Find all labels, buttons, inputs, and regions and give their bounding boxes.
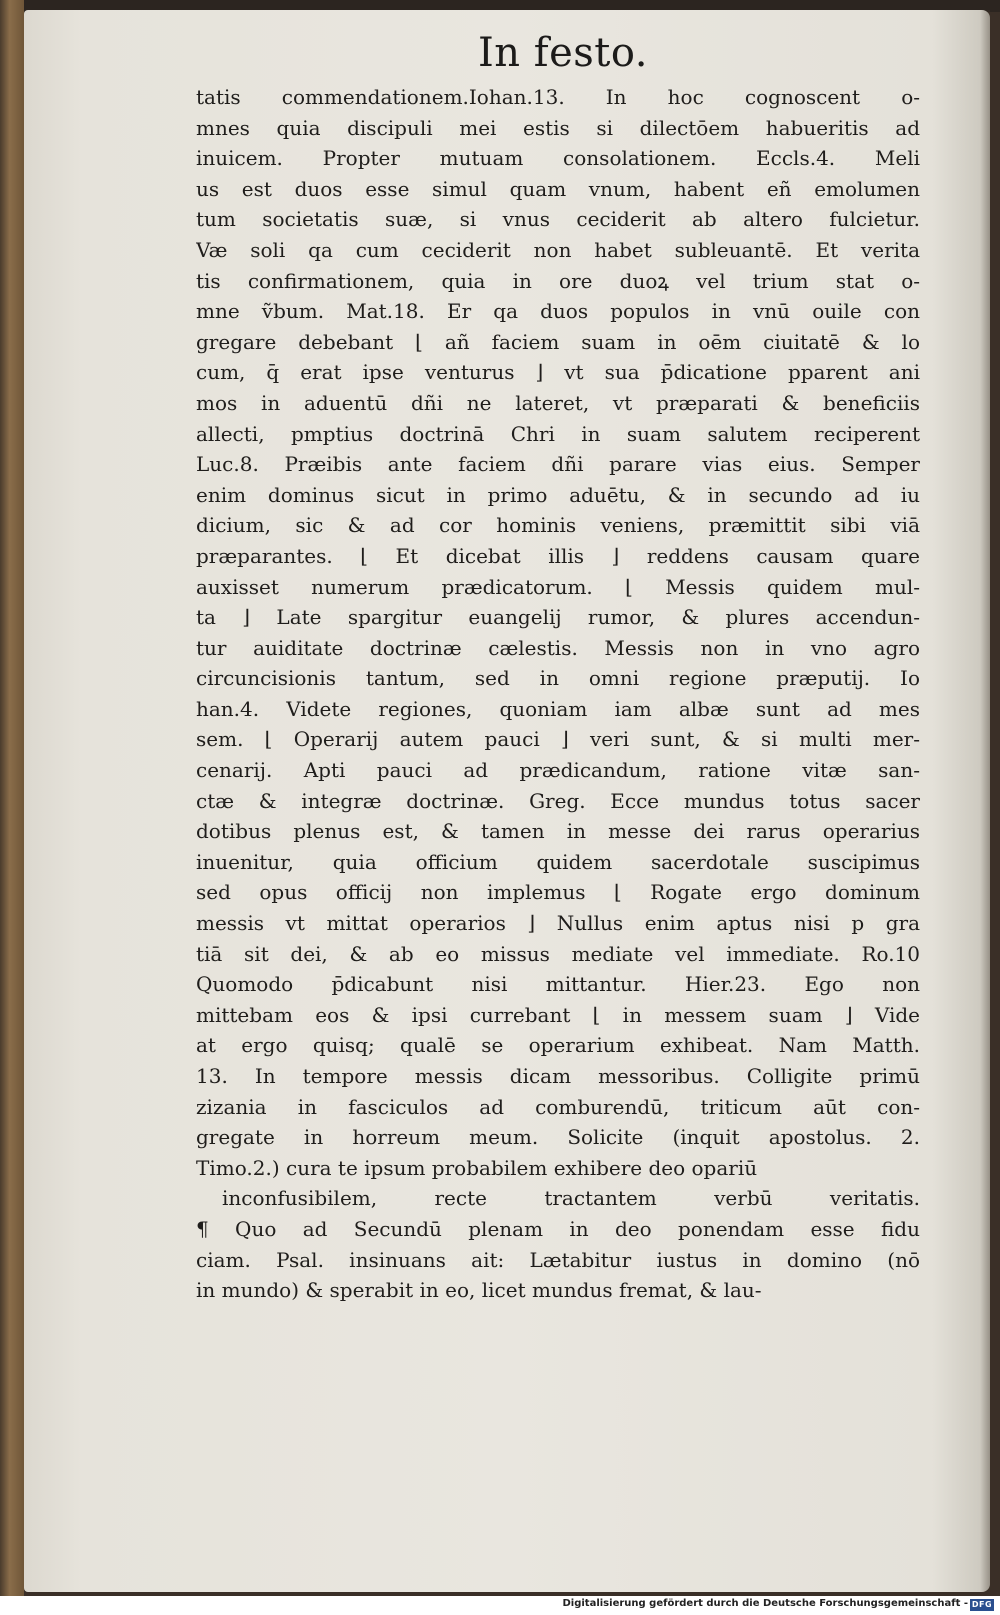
text-line: sem. ⌊ Operarij autem pauci ⌋ veri sunt, & si multi mer- [196, 727, 920, 752]
text-line: mnes quia discipuli mei estis si dilectōem habueritis ad [196, 115, 920, 140]
text-line: inuicem. Propter mutuam consolationem. Eccls.4. Meli [196, 146, 920, 171]
text-line: mne ṽbum. Mat.18. Er qa duos populos in vnū ouile con [196, 299, 920, 324]
text-line: tiā sit dei, & ab eo missus mediate vel immediate. Ro.10 [196, 941, 920, 966]
text-line: enim dominus sicut in primo aduētu, & in secundo ad iu [196, 482, 920, 507]
text-line: allecti, pmptius doctrinā Chri in suam salutem reciperent [196, 421, 920, 446]
text-line: dicium, sic & ad cor hominis veniens, præmittit sibi viā [196, 513, 920, 538]
text-line: mittebam eos & ipsi currebant ⌊ in messem suam ⌋ Vide [196, 1002, 920, 1027]
text-line: cenarij. Apti pauci ad prædicandum, ratione vitæ san- [196, 758, 920, 783]
text-line: Luc.8. Præibis ante faciem dñi parare vias eius. Semper [196, 452, 920, 477]
text-line: Quomodo p̄dicabunt nisi mittantur. Hier.23. Ego non [196, 972, 920, 997]
binding-left-board [0, 0, 24, 1596]
text-line: mos in aduentū dñi ne lateret, vt præparati & beneficiis [196, 390, 920, 415]
text-line: gregate in horreum meum. Solicite (inquit apostolus. 2. [196, 1125, 920, 1150]
text-line: zizania in fasciculos ad comburendū, triticum aūt con- [196, 1094, 920, 1119]
page-body-text [196, 82, 920, 1306]
text-line: inconfusibilem, recte tractantem verbū veritatis. [222, 1186, 920, 1211]
text-line: ciam. Psal. insinuans ait: Lætabitur iustus in domino (nō [196, 1247, 920, 1272]
dfg-logo: DFG [971, 1600, 993, 1609]
text-line: circuncisionis tantum, sed in omni regione præputij. Io [196, 666, 920, 691]
page-edge-shadow [980, 10, 990, 1592]
text-line: ta ⌋ Late spargitur euangelij rumor, & plures accendun- [196, 605, 920, 630]
text-line: ¶ Quo ad Secundū plenam in deo ponendam esse fidu [196, 1216, 920, 1241]
text-line: sed opus officij non implemus ⌊ Rogate ergo dominum [196, 880, 920, 905]
text-line: Væ soli qa cum ceciderit non habet subleuantē. Et verita [196, 237, 920, 262]
text-line: dotibus plenus est, & tamen in messe dei rarus operarius [196, 819, 920, 844]
text-line: inuenitur, quia officium quidem sacerdotale suscipimus [196, 849, 920, 874]
text-line: 13. In tempore messis dicam messoribus. Colligite primū [196, 1064, 920, 1088]
text-line: tatis commendationem.Iohan.13. In hoc cognoscent o- [196, 85, 920, 109]
text-line: tis confirmationem, quia in ore duoꝝ vel trium stat o- [196, 268, 920, 293]
text-line: at ergo quisq; qualē se operarium exhibeat. Nam Matth. [196, 1033, 920, 1058]
text-line: messis vt mittat operarios ⌋ Nullus enim aptus nisi p gra [196, 911, 920, 936]
text-line: us est duos esse simul quam vnum, habent eñ emolumen [196, 176, 920, 201]
text-line: præparantes. ⌊ Et dicebat illis ⌋ reddens causam quare [196, 543, 920, 568]
text-line: auxisset numerum prædicatorum. ⌊ Messis quidem mul- [196, 574, 920, 599]
text-line: ctæ & integræ doctrinæ. Greg. Ecce mundus totus sacer [196, 788, 920, 813]
running-head: In festo. [478, 30, 648, 76]
text-line: tum societatis suæ, si vnus ceciderit ab altero fulcietur. [196, 207, 920, 232]
text-line: in mundo) & sperabit in eo, licet mundus fremat, & lau- [196, 1278, 762, 1303]
footer-bar [0, 1596, 1000, 1615]
text-line: gregare debebant ⌊ añ faciem suam in oēm ciuitatē & lo [196, 329, 920, 354]
text-line: Timo.2.) cura te ipsum probabilem exhibere deo opariū [196, 1155, 758, 1180]
text-line: han.4. Videte regiones, quoniam iam albæ sunt ad mes [196, 696, 920, 721]
footer-credit: Digitalisierung gefördert durch die Deutsche Forschungsgemeinschaft - [562, 1598, 968, 1609]
text-line: cum, q̄ erat ipse venturus ⌋ vt sua p̄dicatione pparent ani [196, 360, 920, 385]
text-line: tur auiditate doctrinæ cælestis. Messis non in vno agro [196, 635, 920, 660]
